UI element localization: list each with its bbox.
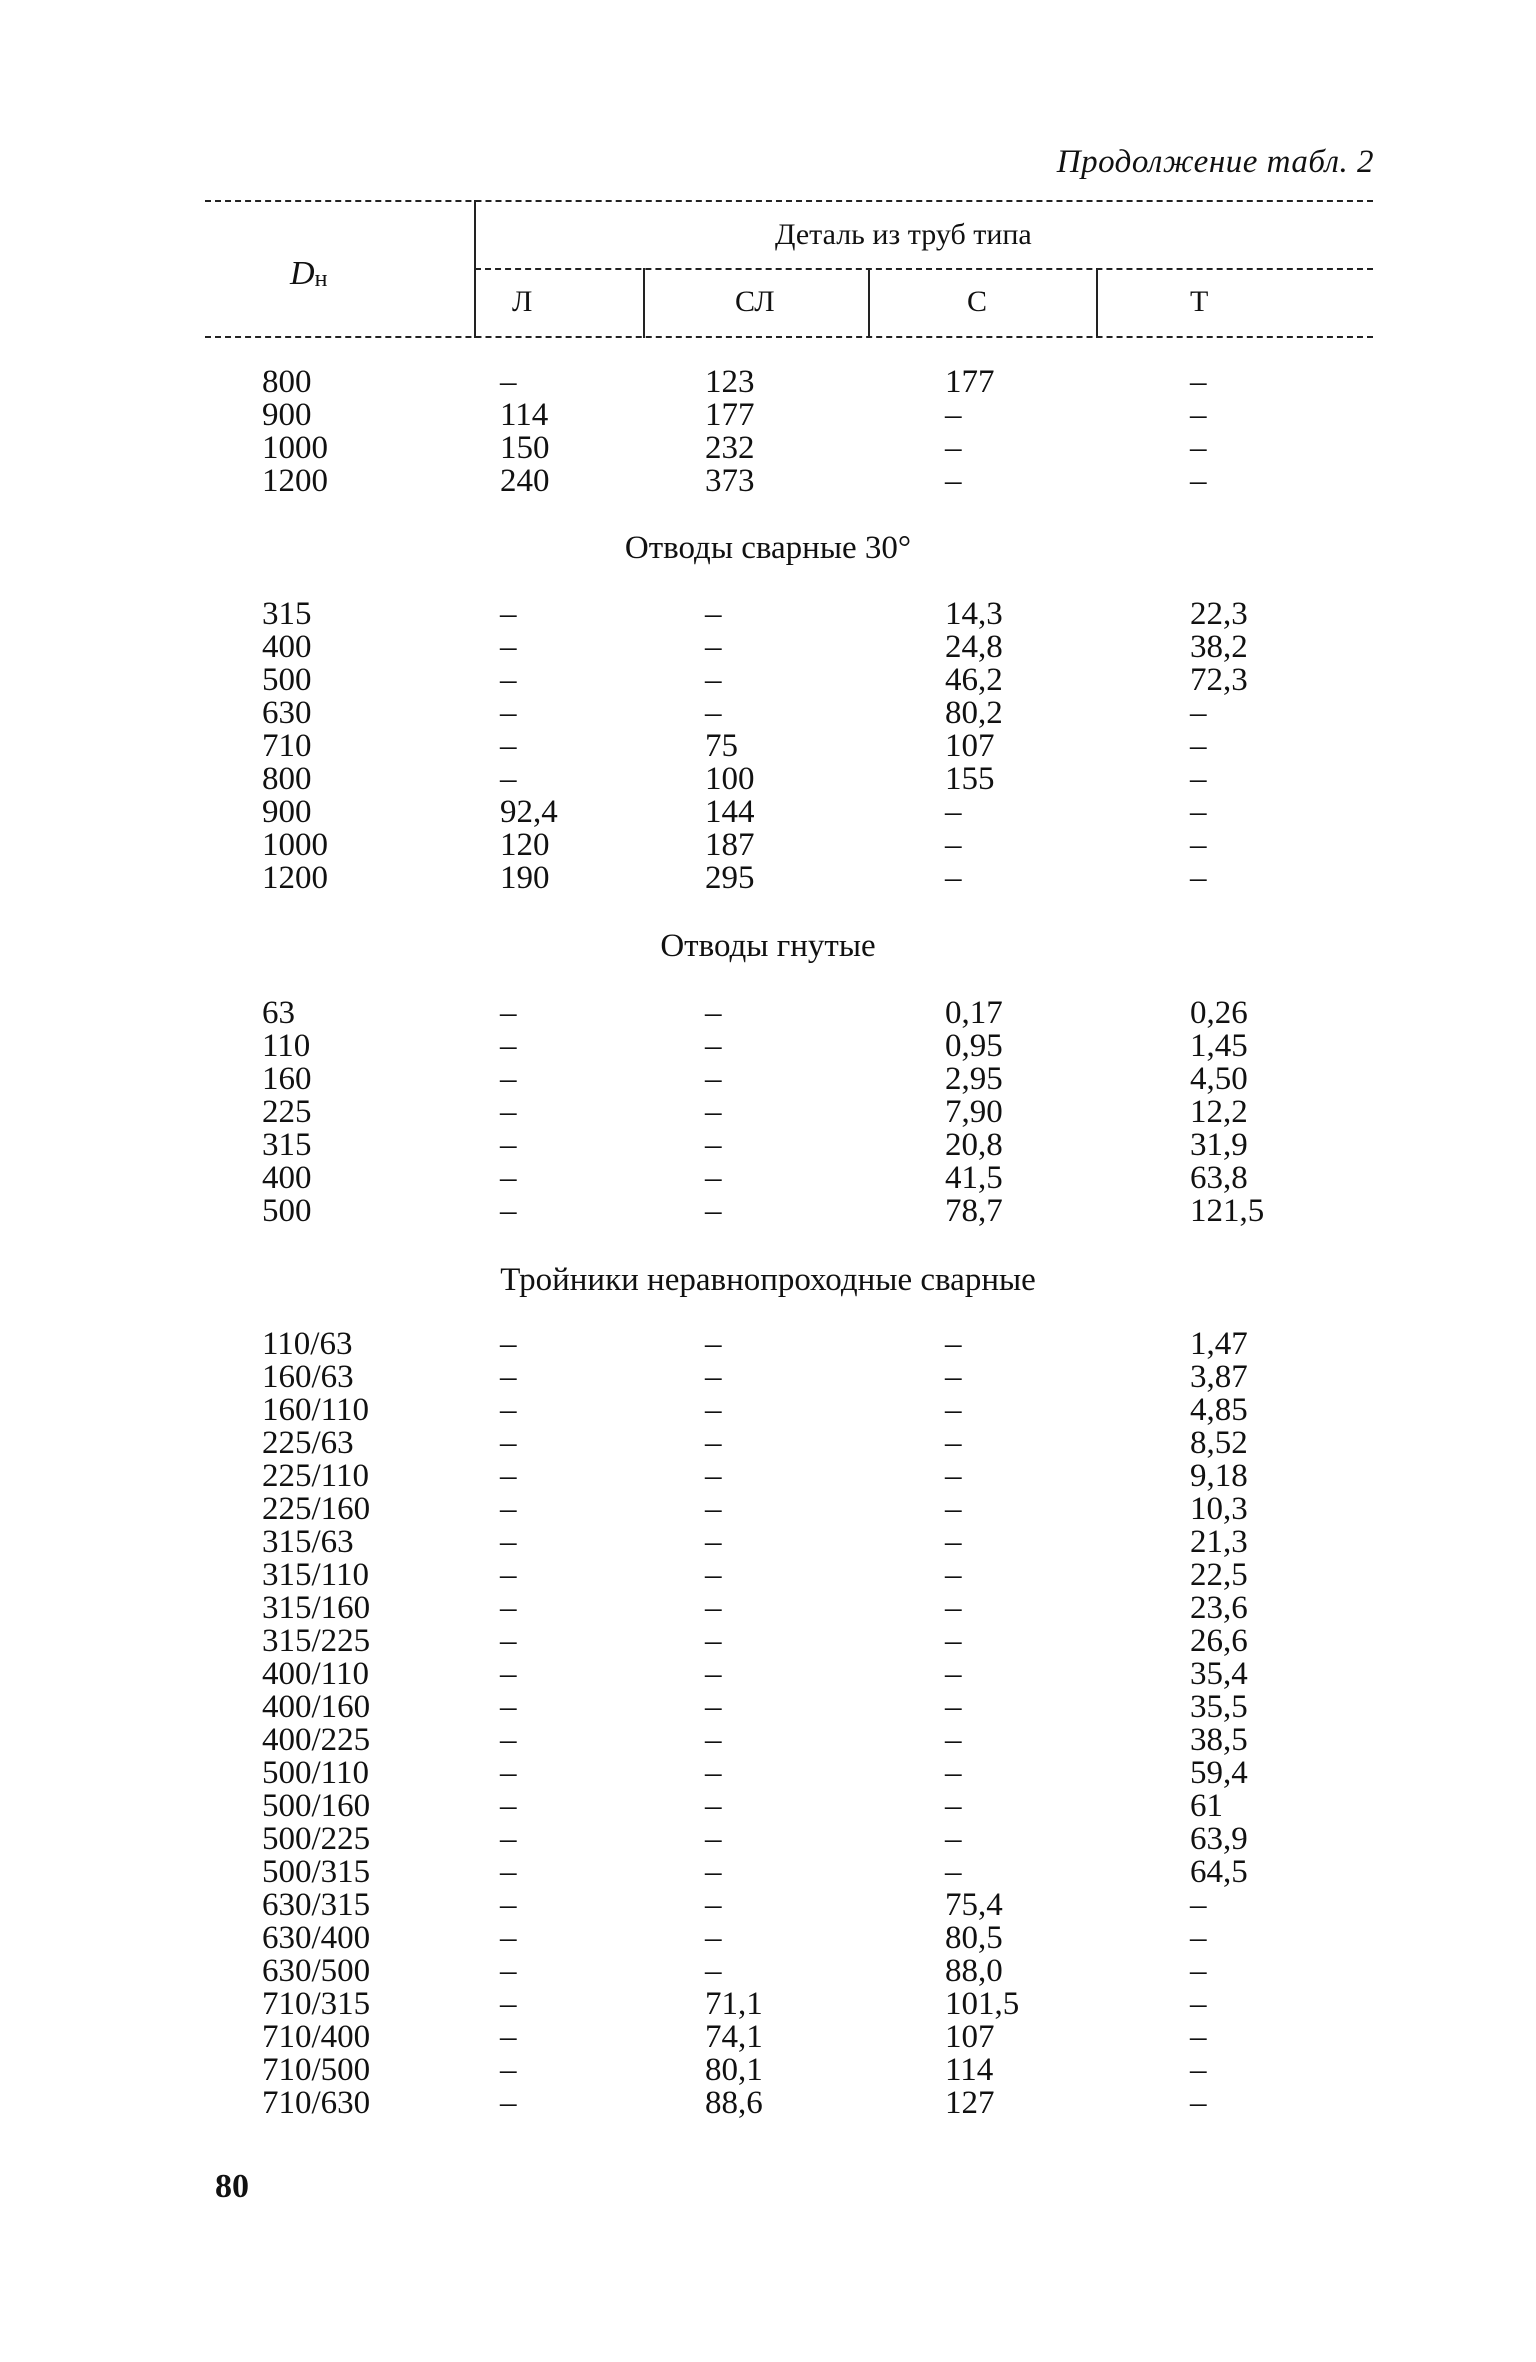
value-cell: – — [705, 1458, 722, 1494]
value-cell: – — [500, 1028, 517, 1064]
value-cell: – — [705, 1359, 722, 1395]
dn-sub: н — [314, 266, 328, 292]
value-cell: – — [705, 1755, 722, 1791]
dn-cell: 710 — [262, 728, 312, 764]
value-cell: 2,95 — [945, 1061, 1003, 1097]
value-cell: – — [500, 995, 517, 1031]
value-cell: – — [500, 364, 517, 400]
dn-cell: 900 — [262, 794, 312, 830]
value-cell: – — [1190, 761, 1207, 797]
dn-cell: 630/315 — [262, 1887, 371, 1923]
value-cell: 114 — [500, 397, 549, 433]
dn-cell: 400 — [262, 1160, 312, 1196]
value-cell: 0,17 — [945, 995, 1003, 1031]
value-cell: – — [1190, 1953, 1207, 1989]
value-cell: – — [705, 1854, 722, 1890]
dn-cell: 1000 — [262, 827, 328, 863]
value-cell: – — [705, 1656, 722, 1692]
value-cell: 100 — [705, 761, 755, 797]
value-cell: – — [705, 1061, 722, 1097]
table-row — [0, 796, 1536, 829]
value-cell: – — [945, 1491, 962, 1527]
value-cell: – — [1190, 2085, 1207, 2121]
value-cell: – — [945, 1524, 962, 1560]
header-bottom-rule — [205, 336, 1373, 338]
value-cell: – — [1190, 364, 1207, 400]
value-cell: 31,9 — [1190, 1127, 1248, 1163]
table-caption: Продолжение табл. 2 — [1056, 144, 1374, 180]
dn-cell: 315/63 — [262, 1524, 354, 1560]
value-cell: – — [705, 1160, 722, 1196]
dn-cell: 500/225 — [262, 1821, 371, 1857]
value-cell: 22,3 — [1190, 596, 1248, 632]
value-cell: 80,2 — [945, 695, 1003, 731]
value-cell: 20,8 — [945, 1127, 1003, 1163]
header-top-rule — [205, 200, 1373, 202]
header-mid-rule — [475, 268, 1373, 270]
table-row — [0, 1526, 1536, 1559]
value-cell: – — [705, 695, 722, 731]
value-cell: – — [500, 1722, 517, 1758]
value-cell: 9,18 — [1190, 1458, 1248, 1494]
value-cell: – — [1190, 463, 1207, 499]
dn-cell: 710/400 — [262, 2019, 371, 2055]
value-cell: 63,8 — [1190, 1160, 1248, 1196]
col-header-sl: СЛ — [735, 285, 775, 318]
value-cell: – — [705, 1590, 722, 1626]
dn-cell: 315 — [262, 596, 312, 632]
table-row — [0, 1592, 1536, 1625]
header-divider-l — [643, 268, 645, 338]
dn-cell: 225 — [262, 1094, 312, 1130]
value-cell: – — [1190, 1920, 1207, 1956]
value-cell: 75,4 — [945, 1887, 1003, 1923]
value-cell: 92,4 — [500, 794, 558, 830]
value-cell: 41,5 — [945, 1160, 1003, 1196]
col-header-t: Т — [1190, 285, 1209, 318]
value-cell: – — [705, 662, 722, 698]
value-cell: – — [705, 1722, 722, 1758]
value-cell: – — [500, 1127, 517, 1163]
value-cell: 232 — [705, 430, 755, 466]
value-cell: – — [945, 1359, 962, 1395]
value-cell: 144 — [705, 794, 755, 830]
value-cell: – — [1190, 728, 1207, 764]
value-cell: – — [500, 728, 517, 764]
dn-cell: 1200 — [262, 860, 328, 896]
value-cell: – — [1190, 1887, 1207, 1923]
value-cell: – — [705, 1524, 722, 1560]
value-cell: – — [945, 1425, 962, 1461]
value-cell: 114 — [945, 2052, 994, 2088]
value-cell: – — [705, 1392, 722, 1428]
table-row — [0, 829, 1536, 862]
value-cell: – — [945, 1458, 962, 1494]
value-cell: – — [945, 1590, 962, 1626]
value-cell: – — [500, 1821, 517, 1857]
value-cell: – — [500, 1193, 517, 1229]
value-cell: 64,5 — [1190, 1854, 1248, 1890]
value-cell: – — [500, 1061, 517, 1097]
value-cell: 61 — [1190, 1788, 1223, 1824]
value-cell: – — [1190, 397, 1207, 433]
value-cell: – — [705, 629, 722, 665]
value-cell: – — [945, 1821, 962, 1857]
value-cell: – — [945, 1854, 962, 1890]
table-row — [0, 1129, 1536, 1162]
value-cell: 26,6 — [1190, 1623, 1248, 1659]
table-row — [0, 1328, 1536, 1361]
value-cell: – — [500, 1854, 517, 1890]
table-row — [0, 2054, 1536, 2087]
dn-cell: 400/160 — [262, 1689, 371, 1725]
table-row — [0, 1625, 1536, 1658]
value-cell: 123 — [705, 364, 755, 400]
value-cell: – — [500, 1425, 517, 1461]
value-cell: – — [500, 1094, 517, 1130]
dn-cell: 315 — [262, 1127, 312, 1163]
dn-header — [290, 255, 327, 293]
value-cell: 101,5 — [945, 1986, 1020, 2022]
value-cell: – — [945, 463, 962, 499]
table-row — [0, 1757, 1536, 1790]
dn-cell: 710/315 — [262, 1986, 371, 2022]
value-cell: – — [500, 662, 517, 698]
value-cell: – — [705, 1491, 722, 1527]
value-cell: – — [500, 1953, 517, 1989]
table-row — [0, 1460, 1536, 1493]
value-cell: – — [705, 1557, 722, 1593]
value-cell: – — [705, 1920, 722, 1956]
value-cell: – — [705, 1623, 722, 1659]
value-cell: – — [945, 1623, 962, 1659]
value-cell: – — [1190, 2052, 1207, 2088]
value-cell: – — [1190, 1986, 1207, 2022]
value-cell: 88,6 — [705, 2085, 763, 2121]
value-cell: 10,3 — [1190, 1491, 1248, 1527]
value-cell: – — [1190, 860, 1207, 896]
dn-cell: 225/110 — [262, 1458, 369, 1494]
value-cell: – — [705, 1821, 722, 1857]
value-cell: – — [1190, 430, 1207, 466]
table-row — [0, 1361, 1536, 1394]
dn-cell: 225/160 — [262, 1491, 371, 1527]
value-cell: 21,3 — [1190, 1524, 1248, 1560]
table-row — [0, 631, 1536, 664]
value-cell: 177 — [705, 397, 755, 433]
value-cell: 8,52 — [1190, 1425, 1248, 1461]
value-cell: 121,5 — [1190, 1193, 1265, 1229]
table-row — [0, 862, 1536, 895]
value-cell: – — [500, 1656, 517, 1692]
table-row — [0, 997, 1536, 1030]
value-cell: – — [500, 1623, 517, 1659]
dn-cell: 110/63 — [262, 1326, 353, 1362]
value-cell: – — [945, 1392, 962, 1428]
value-cell: – — [500, 1458, 517, 1494]
value-cell: 177 — [945, 364, 995, 400]
value-cell: – — [1190, 695, 1207, 731]
table-row — [0, 664, 1536, 697]
header-divider-dn — [474, 200, 476, 338]
value-cell: 88,0 — [945, 1953, 1003, 1989]
value-cell: – — [945, 827, 962, 863]
table-row — [0, 1030, 1536, 1063]
value-cell: – — [500, 596, 517, 632]
value-cell: – — [705, 1788, 722, 1824]
table-row — [0, 432, 1536, 465]
dn-cell: 710/500 — [262, 2052, 371, 2088]
table-row — [0, 1988, 1536, 2021]
value-cell: – — [705, 1689, 722, 1725]
value-cell: – — [705, 596, 722, 632]
value-cell: – — [500, 1359, 517, 1395]
table-row — [0, 465, 1536, 498]
value-cell: 75 — [705, 728, 738, 764]
value-cell: – — [500, 2019, 517, 2055]
value-cell: – — [500, 1689, 517, 1725]
value-cell: 80,1 — [705, 2052, 763, 2088]
table-row — [0, 1724, 1536, 1757]
value-cell: – — [500, 1920, 517, 1956]
table-row — [0, 730, 1536, 763]
value-cell: 1,45 — [1190, 1028, 1248, 1064]
dn-cell: 710/630 — [262, 2085, 371, 2121]
dn-cell: 400/110 — [262, 1656, 369, 1692]
table-row — [0, 1823, 1536, 1856]
dn-cell: 315/110 — [262, 1557, 369, 1593]
value-cell: – — [500, 1392, 517, 1428]
value-cell: 35,4 — [1190, 1656, 1248, 1692]
dn-cell: 400/225 — [262, 1722, 371, 1758]
value-cell: – — [500, 1326, 517, 1362]
dn-cell: 900 — [262, 397, 312, 433]
table-row — [0, 1096, 1536, 1129]
value-cell: – — [705, 1887, 722, 1923]
dn-cell: 800 — [262, 761, 312, 797]
table-row — [0, 697, 1536, 730]
dn-cell: 630 — [262, 695, 312, 731]
value-cell: 373 — [705, 463, 755, 499]
dn-cell: 500 — [262, 1193, 312, 1229]
value-cell: – — [500, 761, 517, 797]
value-cell: 4,50 — [1190, 1061, 1248, 1097]
value-cell: 107 — [945, 2019, 995, 2055]
value-cell: 240 — [500, 463, 550, 499]
section-title: Отводы гнутые — [660, 928, 876, 964]
value-cell: – — [945, 1689, 962, 1725]
value-cell: – — [500, 1788, 517, 1824]
table-row — [0, 1559, 1536, 1592]
value-cell: 24,8 — [945, 629, 1003, 665]
value-cell: 295 — [705, 860, 755, 896]
value-cell: – — [945, 1755, 962, 1791]
value-cell: – — [945, 1788, 962, 1824]
value-cell: – — [500, 1557, 517, 1593]
dn-cell: 315/160 — [262, 1590, 371, 1626]
value-cell: 7,90 — [945, 1094, 1003, 1130]
col-header-s: С — [967, 285, 988, 318]
table-row — [0, 399, 1536, 432]
value-cell: 155 — [945, 761, 995, 797]
value-cell: 74,1 — [705, 2019, 763, 2055]
value-cell: – — [945, 1557, 962, 1593]
dn-cell: 160/110 — [262, 1392, 369, 1428]
table-row — [0, 1922, 1536, 1955]
value-cell: – — [705, 1028, 722, 1064]
value-cell: 35,5 — [1190, 1689, 1248, 1725]
dn-cell: 630/400 — [262, 1920, 371, 1956]
dn-cell: 63 — [262, 995, 295, 1031]
value-cell: 63,9 — [1190, 1821, 1248, 1857]
value-cell: – — [705, 1326, 722, 1362]
table-row — [0, 1889, 1536, 1922]
value-cell: – — [500, 1887, 517, 1923]
table-row — [0, 1427, 1536, 1460]
header-divider-sl — [868, 268, 870, 338]
dn-cell: 1000 — [262, 430, 328, 466]
value-cell: – — [500, 2085, 517, 2121]
value-cell: – — [945, 794, 962, 830]
dn-cell: 500/110 — [262, 1755, 369, 1791]
value-cell: – — [945, 860, 962, 896]
table-row — [0, 1658, 1536, 1691]
dn-cell: 1200 — [262, 463, 328, 499]
value-cell: – — [945, 1656, 962, 1692]
value-cell: 3,87 — [1190, 1359, 1248, 1395]
dn-cell: 500 — [262, 662, 312, 698]
value-cell: – — [705, 1953, 722, 1989]
value-cell: 71,1 — [705, 1986, 763, 2022]
value-cell: 190 — [500, 860, 550, 896]
dn-cell: 160 — [262, 1061, 312, 1097]
value-cell: 150 — [500, 430, 550, 466]
dn-cell: 315/225 — [262, 1623, 371, 1659]
value-cell: 23,6 — [1190, 1590, 1248, 1626]
value-cell: – — [705, 995, 722, 1031]
value-cell: – — [500, 1590, 517, 1626]
value-cell: 59,4 — [1190, 1755, 1248, 1791]
value-cell: 4,85 — [1190, 1392, 1248, 1428]
table-row — [0, 366, 1536, 399]
table-row — [0, 598, 1536, 631]
value-cell: – — [1190, 827, 1207, 863]
value-cell: – — [500, 695, 517, 731]
table-row — [0, 1195, 1536, 1228]
value-cell: 127 — [945, 2085, 995, 2121]
value-cell: – — [1190, 794, 1207, 830]
value-cell: – — [705, 1425, 722, 1461]
value-cell: 187 — [705, 827, 755, 863]
value-cell: – — [1190, 2019, 1207, 2055]
table-row — [0, 2087, 1536, 2120]
dn-cell: 160/63 — [262, 1359, 354, 1395]
dn-cell: 500/160 — [262, 1788, 371, 1824]
page-number: 80 — [215, 2168, 249, 2205]
table-row — [0, 1162, 1536, 1195]
dn-cell: 400 — [262, 629, 312, 665]
value-cell: – — [500, 1986, 517, 2022]
value-cell: 38,2 — [1190, 629, 1248, 665]
value-cell: – — [945, 430, 962, 466]
dn-cell: 225/63 — [262, 1425, 354, 1461]
value-cell: – — [945, 1722, 962, 1758]
table-row — [0, 763, 1536, 796]
dn-cell: 630/500 — [262, 1953, 371, 1989]
value-cell: 22,5 — [1190, 1557, 1248, 1593]
value-cell: 107 — [945, 728, 995, 764]
value-cell: 0,26 — [1190, 995, 1248, 1031]
value-cell: 1,47 — [1190, 1326, 1248, 1362]
dn-cell: 800 — [262, 364, 312, 400]
value-cell: – — [500, 1524, 517, 1560]
value-cell: – — [500, 2052, 517, 2088]
dn-cell: 500/315 — [262, 1854, 371, 1890]
dn-label: D — [290, 255, 315, 292]
value-cell: – — [500, 1491, 517, 1527]
value-cell: 0,95 — [945, 1028, 1003, 1064]
table-row — [0, 1691, 1536, 1724]
value-cell: 12,2 — [1190, 1094, 1248, 1130]
value-cell: – — [500, 629, 517, 665]
value-cell: 14,3 — [945, 596, 1003, 632]
table-row — [0, 1063, 1536, 1096]
value-cell: – — [500, 1160, 517, 1196]
table-row — [0, 1493, 1536, 1526]
value-cell: 46,2 — [945, 662, 1003, 698]
section-title: Тройники неравнопроходные сварные — [500, 1262, 1036, 1298]
value-cell: – — [500, 1755, 517, 1791]
value-cell: – — [705, 1127, 722, 1163]
value-cell: 72,3 — [1190, 662, 1248, 698]
col-header-l: Л — [512, 285, 533, 318]
value-cell: – — [945, 397, 962, 433]
value-cell: 38,5 — [1190, 1722, 1248, 1758]
value-cell: – — [705, 1193, 722, 1229]
group-title: Деталь из труб типа — [775, 218, 1032, 251]
value-cell: 120 — [500, 827, 550, 863]
table-row — [0, 1394, 1536, 1427]
value-cell: – — [945, 1326, 962, 1362]
section-title: Отводы сварные 30° — [624, 530, 912, 566]
table-row — [0, 1790, 1536, 1823]
table-row — [0, 1955, 1536, 1988]
table-row — [0, 1856, 1536, 1889]
value-cell: 80,5 — [945, 1920, 1003, 1956]
dn-cell: 110 — [262, 1028, 311, 1064]
table-row — [0, 2021, 1536, 2054]
value-cell: 78,7 — [945, 1193, 1003, 1229]
value-cell: – — [705, 1094, 722, 1130]
header-divider-s — [1096, 268, 1098, 338]
